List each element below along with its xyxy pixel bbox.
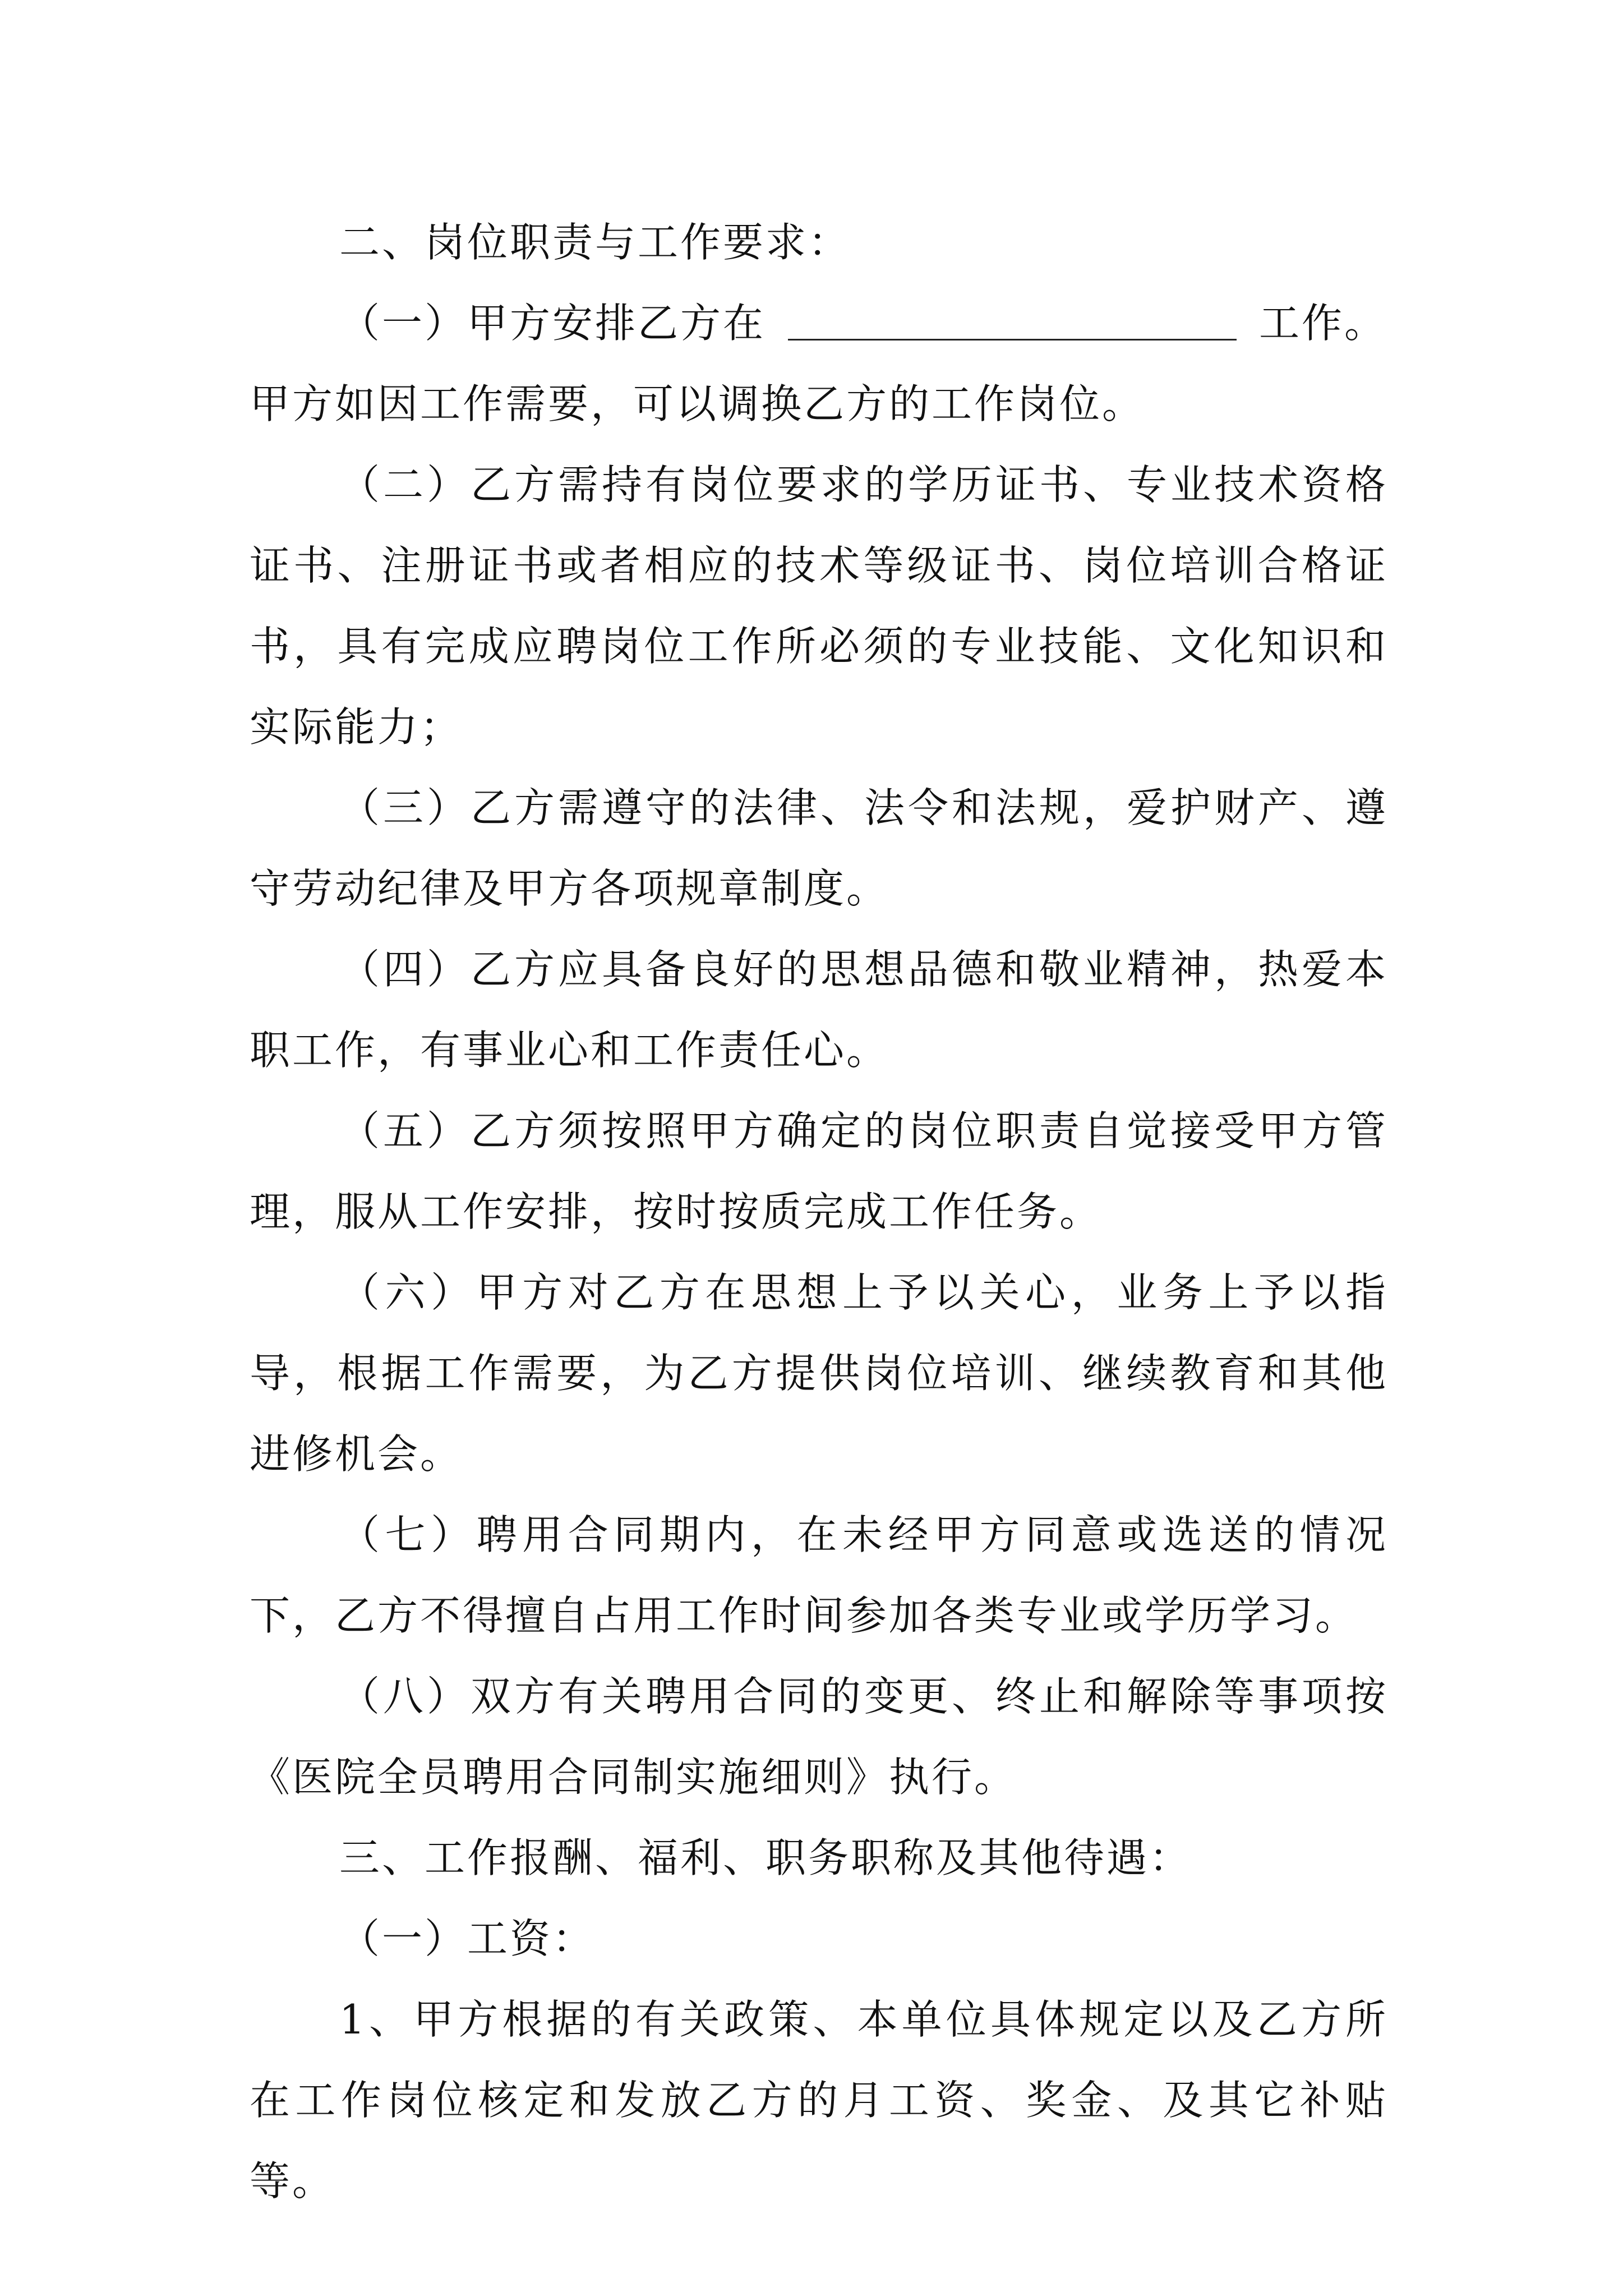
item-8-paragraph: （八）双方有关聘用合同的变更、终止和解除等事项按《医院全员聘用合同制实施细则》执行。 (250, 1673, 1388, 1801)
item-4-paragraph: （四）乙方应具备良好的思想品德和敬业精神，热爱本职工作，有事业心和工作责任心。 (250, 946, 1388, 1074)
section-two-heading: 二、岗位职责与工作要求： (339, 219, 851, 266)
contract-body (250, 202, 1388, 2221)
item-1-tail-text: 工作。 (1259, 300, 1387, 347)
wages-item-1-paragraph: 1、甲方根据的有关政策、本单位具体规定以及乙方所在工作岗位核定和发放乙方的月工资、奖金、及其它补贴等。 (250, 1996, 1388, 2205)
item-7-paragraph: （七）聘用合同期内，在未经甲方同意或选送的情况下，乙方不得擅自占用工作时间参加各类专业或学历学习。 (250, 1511, 1388, 1639)
item-1-continuation: 甲方如因工作需要，可以调换乙方的工作岗位。 (250, 380, 1145, 427)
item-6-paragraph: （六）甲方对乙方在思想上予以关心，业务上予以指导，根据工作需要，为乙方提供岗位培训、继续教育和其他进修机会。 (250, 1269, 1388, 1478)
item-1-paragraph (250, 283, 1388, 364)
item-5-paragraph: （五）乙方须按照甲方确定的岗位职责自觉接受甲方管理，服从工作安排，按时按质完成工作任务。 (250, 1107, 1388, 1235)
item-2-paragraph: （二）乙方需持有岗位要求的学历证书、专业技术资格证书、注册证书或者相应的技术等级证书、岗位培训合格证书，具有完成应聘岗位工作所必须的专业技能、文化知识和实际能力； (250, 461, 1388, 751)
fill-in-blank-line[interactable] (788, 305, 1237, 341)
subsection-wages-heading: （一）工资： (339, 1915, 596, 1962)
item-3-paragraph: （三）乙方需遵守的法律、法令和法规，爱护财产、遵守劳动纪律及甲方各项规章制度。 (250, 784, 1388, 912)
item-1-lead-text: （一）甲方安排乙方在 (339, 300, 766, 347)
section-three-heading: 三、工作报酬、福利、职务职称及其他待遇： (339, 1834, 1192, 1881)
